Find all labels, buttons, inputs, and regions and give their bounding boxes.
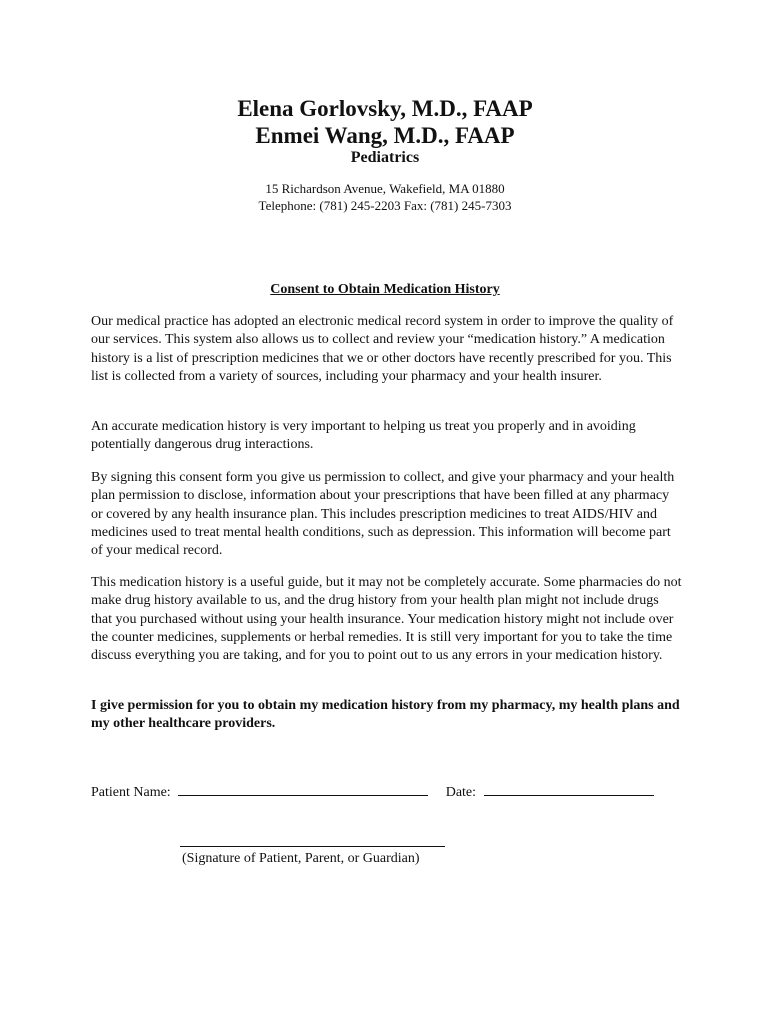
practice-address: 15 Richardson Avenue, Wakefield, MA 01880 (265, 181, 505, 196)
doctor-name-1: Elena Gorlovsky, M.D., FAAP (237, 96, 533, 121)
specialty: Pediatrics (350, 149, 420, 166)
doctor-name-2: Enmei Wang, M.D., FAAP (255, 123, 515, 148)
form-title-text: Consent to Obtain Medication History (270, 282, 500, 297)
patient-name-field[interactable] (178, 781, 428, 796)
consent-statement: I give permission for you to obtain my medication history from my pharmacy, my health plans and my other healthcare providers. (91, 698, 680, 732)
paragraph-accuracy: This medication history is a useful guide, but it may not be completely accurate. Some pharmacies do not make drug history available to us, and the drug history from your health plan might not include drugs that you purchased without using your health insurance. Your medication history might not include over the counter medicines, supplements or herbal remedies. It is still very important for you to take the time discuss everything you are taking, and for you to point out to us any errors in your medication history. (91, 575, 682, 664)
practice-phone-fax: Telephone: (781) 245-2203 Fax: (781) 245-7303 (258, 198, 512, 213)
signature-caption: (Signature of Patient, Parent, or Guardian) (182, 851, 420, 866)
form-title (0, 281, 770, 299)
patient-info-row (91, 781, 654, 802)
paragraph-permission: By signing this consent form you give us permission to collect, and give your pharmacy and your health plan permission to disclose, information about your prescriptions that have been filled at any pharmacy or covered by any health insurance plan. This includes prescription medicines to treat AIDS/HIV and medicines used to treat mental health conditions, such as depression. This information will become part of your medical record. (91, 470, 675, 559)
paragraph-ehr-intro: Our medical practice has adopted an electronic medical record system in order to improve the quality of our services. This system also allows us to collect and review your “medication history.” A medication history is a list of prescription medicines that we or other doctors have recently prescribed for you. This list is collected from a variety of sources, including your pharmacy and your health insurer. (91, 314, 674, 384)
paragraph-importance: An accurate medication history is very important to helping us treat you properly and in avoiding potentially dangerous drug interactions. (91, 419, 636, 453)
date-label: Date: (445, 785, 477, 800)
date-field[interactable] (484, 781, 654, 796)
patient-name-label: Patient Name: (91, 785, 171, 800)
signature-field[interactable] (180, 846, 445, 847)
